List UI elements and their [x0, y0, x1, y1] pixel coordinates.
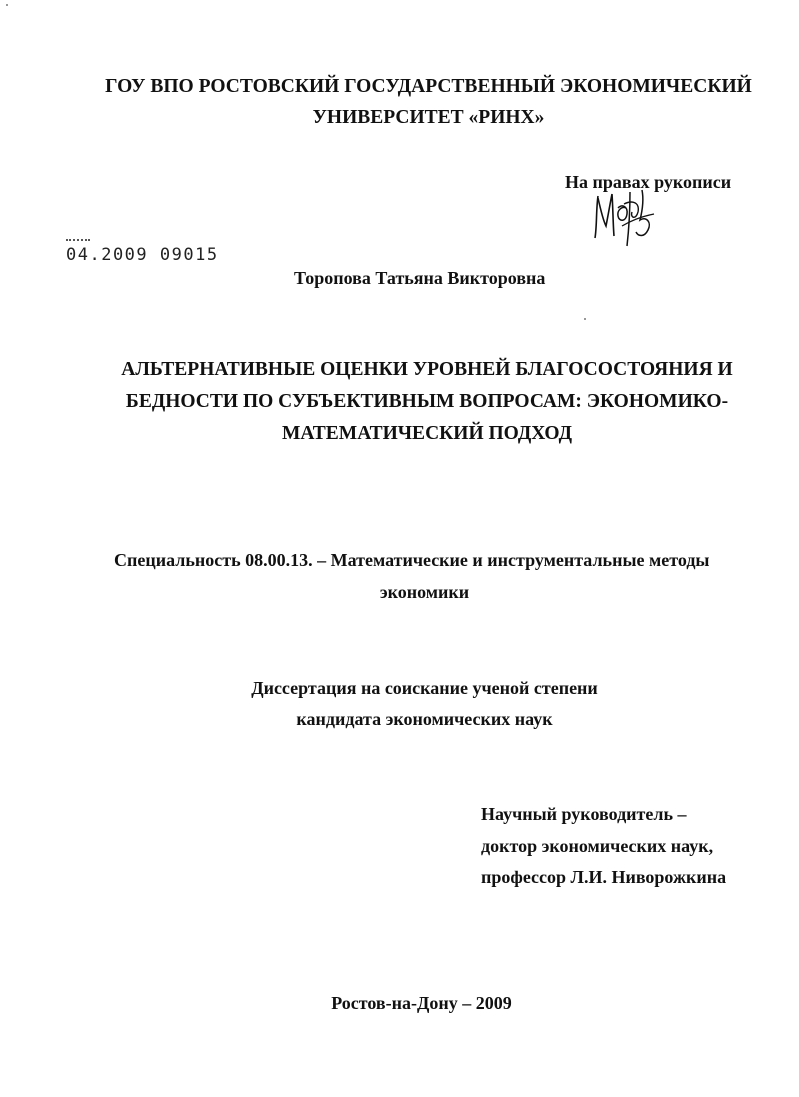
signature-icon	[592, 186, 662, 252]
supervisor-line-3: профессор Л.И. Ниворожкина	[481, 867, 727, 887]
author-name: Торопова Татьяна Викторовна	[294, 268, 546, 288]
institution-line-1: ГОУ ВПО РОСТОВСКИЙ ГОСУДАРСТВЕННЫЙ ЭКОНОМИЧЕСКИЙ	[105, 76, 752, 97]
place-year: Ростов-на-Дону – 2009	[331, 993, 512, 1013]
manuscript-note: На правах рукописи	[565, 172, 732, 192]
title-line-3: МАТЕМАТИЧЕСКИЙ ПОДХОД	[282, 423, 572, 444]
title-line-2: БЕДНОСТИ ПО СУБЪЕКТИВНЫМ ВОПРОСАМ: ЭКОНОМИКО-	[125, 391, 729, 412]
degree-line-2: кандидата экономических наук	[296, 709, 553, 729]
registration-code: 04.2009 09015	[66, 245, 219, 265]
specialty-line-2: экономики	[379, 582, 470, 602]
scan-speck	[6, 4, 8, 6]
supervisor-line-2: доктор экономических наук,	[481, 836, 714, 856]
specialty-line-1: Специальность 08.00.13. – Математические и инструментальные методы	[114, 550, 710, 570]
degree-line-1: Диссертация на соискание ученой степени	[251, 678, 598, 698]
title-line-1: АЛЬТЕРНАТИВНЫЕ ОЦЕНКИ УРОВНЕЙ БЛАГОСОСТОЯНИЯ И	[121, 359, 733, 380]
scan-speck	[584, 318, 586, 320]
institution-line-2: УНИВЕРСИТЕТ «РИНХ»	[312, 107, 545, 128]
supervisor-line-1: Научный руководитель –	[481, 804, 687, 824]
